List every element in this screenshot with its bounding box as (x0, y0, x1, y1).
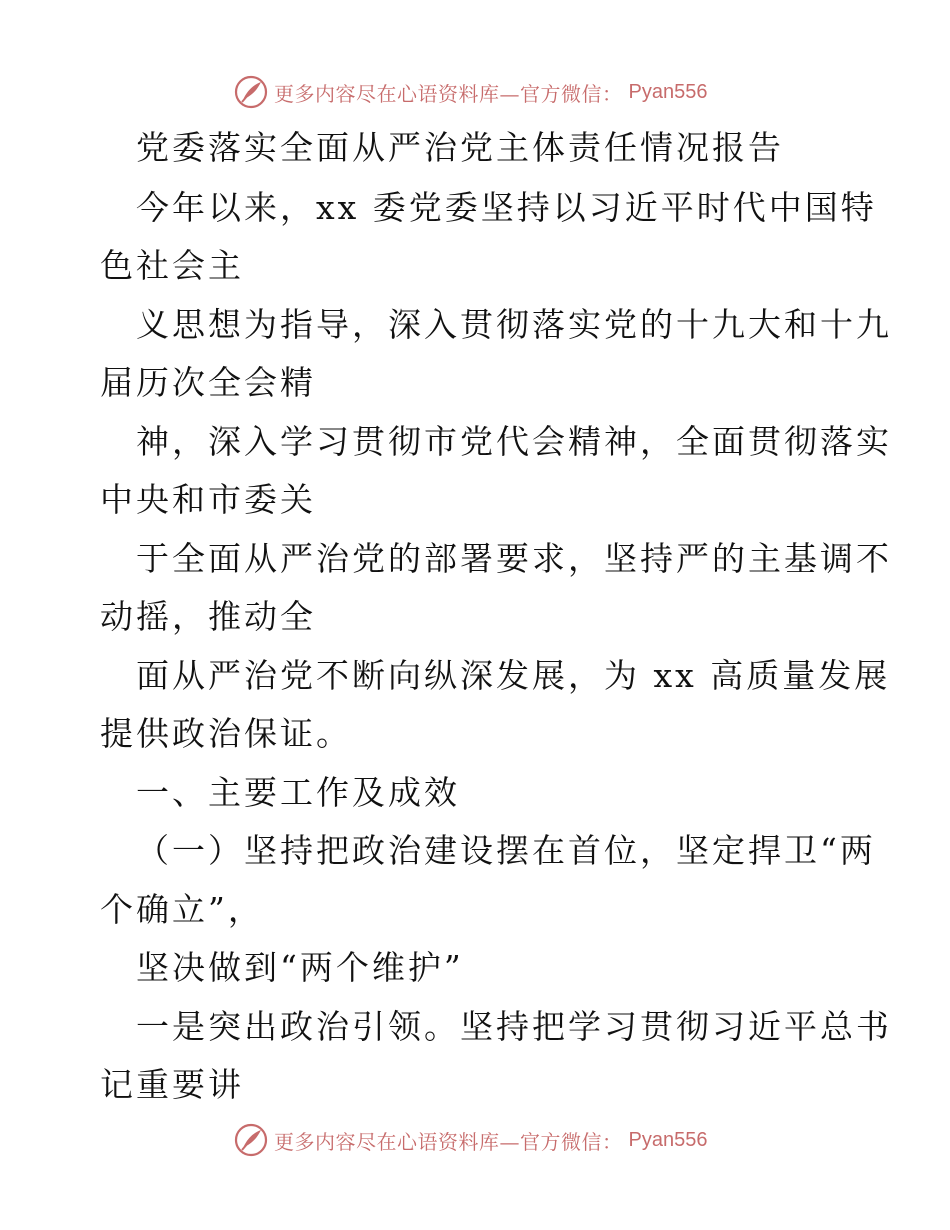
subsection-heading-cont: 个确立”， (100, 890, 264, 929)
subsection-heading-cont: 坚决做到“两个维护” (136, 948, 464, 987)
paragraph-line: 记重要讲 (100, 1065, 244, 1104)
watermark-handle: Pyan556 (628, 1128, 708, 1151)
watermark-text: 更多内容尽在心语资料库—官方微信： (274, 81, 623, 106)
paragraph-line: 届历次全会精 (100, 363, 316, 402)
footer-watermark (234, 1120, 754, 1160)
paragraph-line: 一是突出政治引领。坚持把学习贯彻习近平总书 (136, 1007, 892, 1046)
paragraph-line: 色社会主 (100, 246, 244, 285)
watermark-handle: Pyan556 (628, 80, 708, 103)
paragraph-line: 于全面从严治党的部署要求，坚持严的主基调不 (136, 539, 892, 578)
quill-logo-icon (234, 75, 268, 109)
paragraph-line: 面从严治党不断向纵深发展，为 xx 高质量发展 (136, 656, 891, 695)
subsection-heading: （一）坚持把政治建设摆在首位，坚定捍卫“两 (136, 831, 876, 870)
header-watermark (234, 72, 754, 112)
paragraph-line: 中央和市委关 (100, 480, 316, 519)
paragraph-line: 义思想为指导，深入贯彻落实党的十九大和十九 (136, 305, 892, 344)
quill-logo-icon (234, 1123, 268, 1157)
section-heading: 一、主要工作及成效 (136, 773, 460, 812)
paragraph-line: 神，深入学习贯彻市党代会精神，全面贯彻落实 (136, 422, 892, 461)
paragraph-line: 提供政治保证。 (100, 714, 352, 753)
watermark-text: 更多内容尽在心语资料库—官方微信： (274, 1129, 623, 1154)
paragraph-line: 动摇，推动全 (100, 597, 316, 636)
paragraph-line: 今年以来，xx 委党委坚持以习近平时代中国特 (136, 188, 877, 227)
document-title: 党委落实全面从严治党主体责任情况报告 (136, 128, 784, 167)
